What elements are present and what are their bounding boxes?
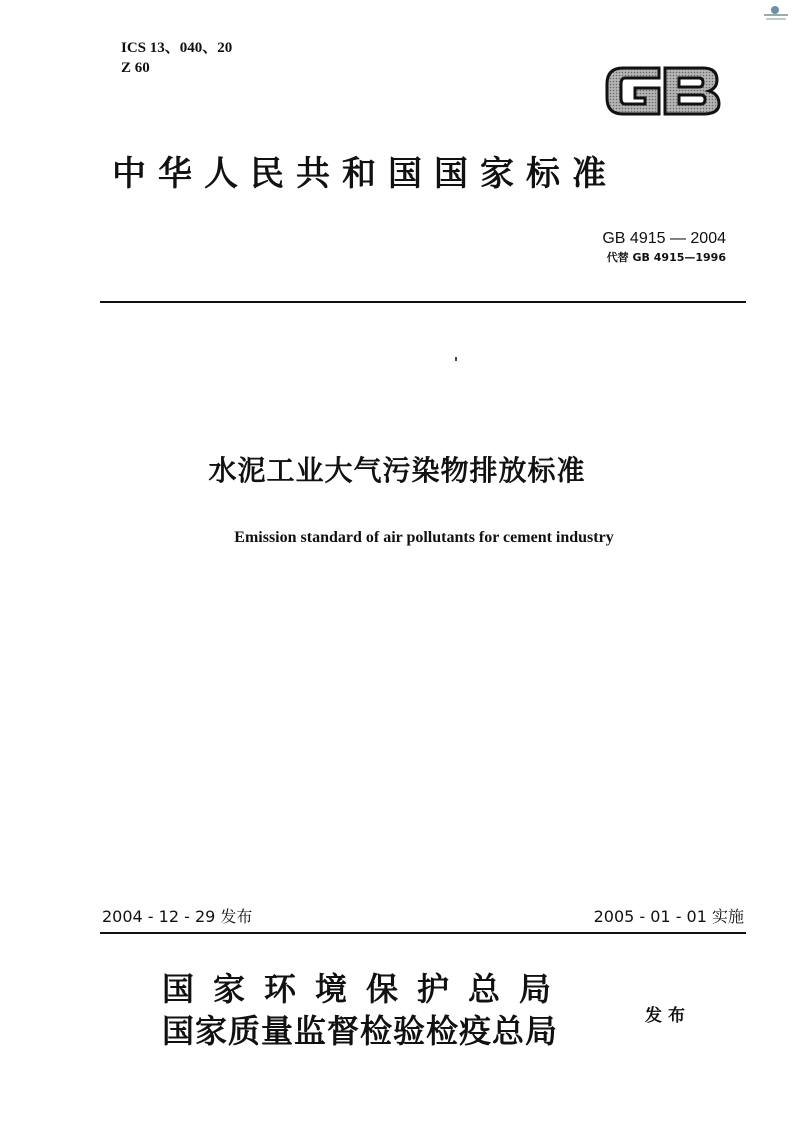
ccs-code: Z 60: [121, 60, 150, 76]
bottom-divider: [100, 932, 746, 934]
gb-logo: [603, 62, 721, 120]
document-title-cn: 水泥工业大气污染物排放标准: [208, 454, 586, 487]
publish-date: 2004 - 12 - 29 发布: [102, 907, 253, 926]
issuer-quality-bureau: 国家质量监督检验检疫总局: [162, 1012, 559, 1050]
watermark-icon: [764, 6, 788, 22]
top-divider: [100, 301, 746, 303]
effective-date: 2005 - 01 - 01 实施: [593, 907, 744, 926]
national-standard-title: 中华人民共和国国家标准: [112, 154, 618, 194]
document-title-en: Emission standard of air pollutants for cement industry: [234, 529, 614, 546]
ics-code: ICS 13、040、20: [121, 40, 233, 56]
issue-label: 发布: [645, 1006, 691, 1026]
classification-codes: [121, 38, 232, 78]
issuer-environment-bureau: 国家环境保护总局: [162, 970, 571, 1008]
replaces-standard: 代替 GB 4915—1996: [606, 251, 726, 264]
scan-speck: [455, 357, 457, 361]
standard-number: GB 4915 — 2004: [602, 230, 726, 247]
